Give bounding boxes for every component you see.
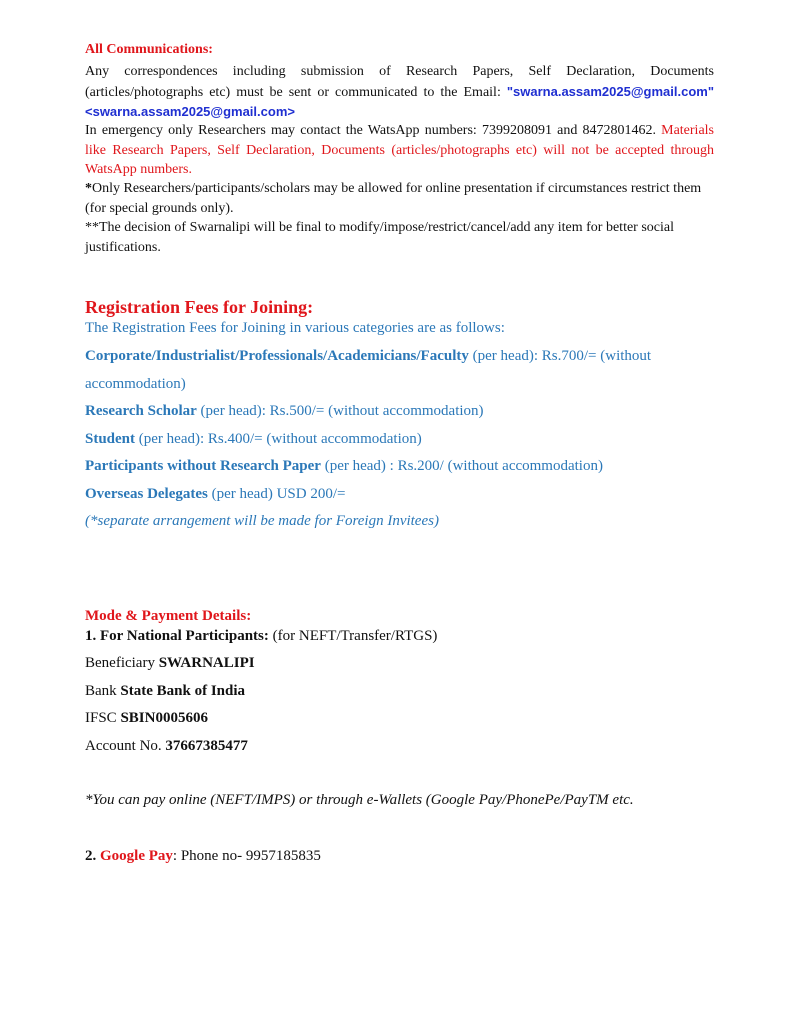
communications-paragraph (85, 62, 714, 123)
ifsc-row (85, 705, 714, 733)
fee-detail: (per head) : Rs.200/ (without accommodation) (320, 458, 603, 474)
google-pay-line (85, 848, 714, 865)
fee-category: Corporate/Industrialist/Professionals/Academicians/Faculty (85, 348, 469, 364)
fee-category: Overseas Delegates (85, 485, 208, 502)
fee-detail: (per head): Rs.400/= (without accommodation) (135, 430, 422, 447)
gpay-number-prefix: 2. (85, 848, 100, 864)
ifsc-value: SBIN0005606 (120, 710, 208, 726)
account-row (85, 733, 714, 761)
row-label: IFSC (85, 710, 121, 726)
fee-category: Student (85, 430, 136, 447)
fee-item-participants (85, 453, 714, 481)
national-participants-line (85, 628, 714, 645)
payment-heading: Mode & Payment Details: (85, 608, 252, 624)
whatsapp-warning-text: Materials like Research Papers, Self Declaration, Documents (articles/photographs etc) will not be accepted through WatsApp numbers. (85, 123, 714, 177)
fee-detail: (per head) USD 200/= (207, 485, 346, 502)
bank-row (85, 678, 714, 706)
decision-note: **The decision of Swarnalipi will be final to modify/impose/restrict/cancel/add any item for better social justifications. (85, 220, 674, 255)
row-label: Bank (85, 682, 121, 699)
fee-detail: (per head): Rs.500/= (without accommodation) (196, 403, 484, 419)
fee-item-research-scholar (85, 398, 714, 426)
note-asterisk: * (85, 181, 92, 196)
bank-value: State Bank of India (120, 682, 246, 699)
national-label: 1. For National Participants: (85, 628, 269, 644)
note1-text: Only Researchers/participants/scholars may be allowed for online presentation if circumstances restrict them (for special grounds only). (85, 181, 702, 216)
communications-heading: All Communications: (85, 42, 213, 57)
fee-list (85, 343, 714, 536)
email-angle-link[interactable]: <swarna.assam2025@gmail.com> (85, 104, 295, 119)
fee-detail: (per head): Rs.700/= (without accommodation) (85, 348, 652, 392)
fee-item-student (85, 426, 714, 454)
fee-category: Research Scholar (85, 403, 197, 419)
gpay-label: Google Pay (100, 848, 173, 864)
fee-item-overseas (85, 481, 714, 509)
online-presentation-note (85, 179, 714, 218)
fee-category: Participants without Research Paper (85, 458, 321, 474)
foreign-invitees-note: (*separate arrangement will be made for Foreign Invitees) (85, 513, 439, 529)
beneficiary-value: SWARNALIPI (158, 655, 255, 671)
submission-text: Any correspondences including submission of Research Papers, Self Declaration, Documents (articles/photographs etc) must be sent or communicated to the Email: (85, 64, 714, 100)
whatsapp-contact-text: In emergency only Researchers may contact the WatsApp numbers: 7399208091 and 8472801462. (85, 123, 662, 138)
online-payment-note: *You can pay online (NEFT/IMPS) or through e-Wallets (Google Pay/PhonePe/PayTM etc. (85, 792, 634, 808)
account-value: 37667385477 (165, 737, 248, 754)
beneficiary-row (85, 650, 714, 678)
emergency-paragraph (85, 121, 714, 180)
gpay-detail: : Phone no- 9957185835 (172, 848, 321, 864)
fee-item-corporate (85, 343, 714, 398)
row-label: Beneficiary (85, 655, 159, 671)
registration-heading: Registration Fees for Joining: (85, 297, 314, 317)
row-label: Account No. (85, 737, 166, 754)
email-quoted-link[interactable]: "swarna.assam2025@gmail.com" (506, 83, 714, 99)
registration-intro: The Registration Fees for Joining in various categories are as follows: (85, 320, 505, 336)
national-detail: (for NEFT/Transfer/RTGS) (268, 628, 438, 644)
bank-details (85, 650, 714, 760)
